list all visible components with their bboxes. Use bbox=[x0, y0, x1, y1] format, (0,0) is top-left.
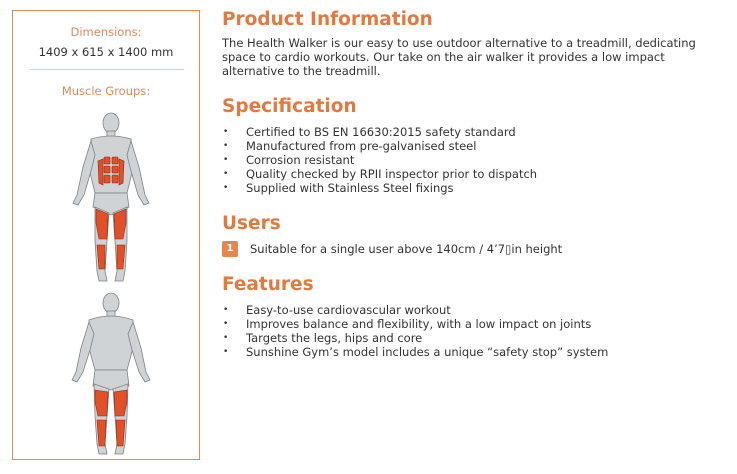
features-list bbox=[222, 303, 722, 360]
list-item: • Corrosion resistant bbox=[222, 153, 722, 167]
body-front-figure bbox=[65, 111, 157, 286]
user-requirement-text: Suitable for a single user above 140cm / 4’7▯in height bbox=[250, 241, 563, 256]
list-item: • Improves balance and flexibility, with a low impact on joints bbox=[222, 317, 722, 331]
dimensions-label: Dimensions: bbox=[70, 25, 142, 39]
list-item: • Easy-to-use cardiovascular workout bbox=[222, 303, 722, 317]
features-heading: Features bbox=[222, 273, 314, 295]
product-content bbox=[222, 8, 722, 359]
product-details-panel bbox=[12, 10, 200, 460]
list-item: • Supplied with Stainless Steel fixings bbox=[222, 181, 722, 195]
list-item: • Targets the legs, hips and core bbox=[222, 331, 722, 345]
product-description: The Health Walker is our easy to use outdoor alternative to a treadmill, dedicating space to cardio workouts. Our take on the air walker it provides a low impact alternative to the treadmill. bbox=[222, 36, 696, 79]
dimensions-value: 1409 x 615 x 1400 mm bbox=[38, 45, 174, 59]
list-item: • Certified to BS EN 16630:2015 safety standard bbox=[222, 125, 722, 139]
product-information-heading: Product Information bbox=[222, 9, 433, 30]
list-item: • Manufactured from pre-galvanised steel bbox=[222, 139, 722, 153]
user-count-badge: 1 bbox=[222, 241, 238, 257]
list-item: • Sunshine Gym’s model includes a unique “safety stop” system bbox=[222, 345, 722, 359]
user-requirement bbox=[222, 241, 722, 257]
muscle-groups-label: Muscle Groups: bbox=[61, 84, 151, 98]
panel-divider bbox=[30, 69, 184, 70]
specification-list bbox=[222, 125, 722, 196]
specification-heading: Specification bbox=[222, 95, 357, 117]
users-heading: Users bbox=[222, 212, 281, 234]
list-item: • Quality checked by RPII inspector prior to dispatch bbox=[222, 167, 722, 181]
body-back-figure bbox=[65, 292, 157, 457]
